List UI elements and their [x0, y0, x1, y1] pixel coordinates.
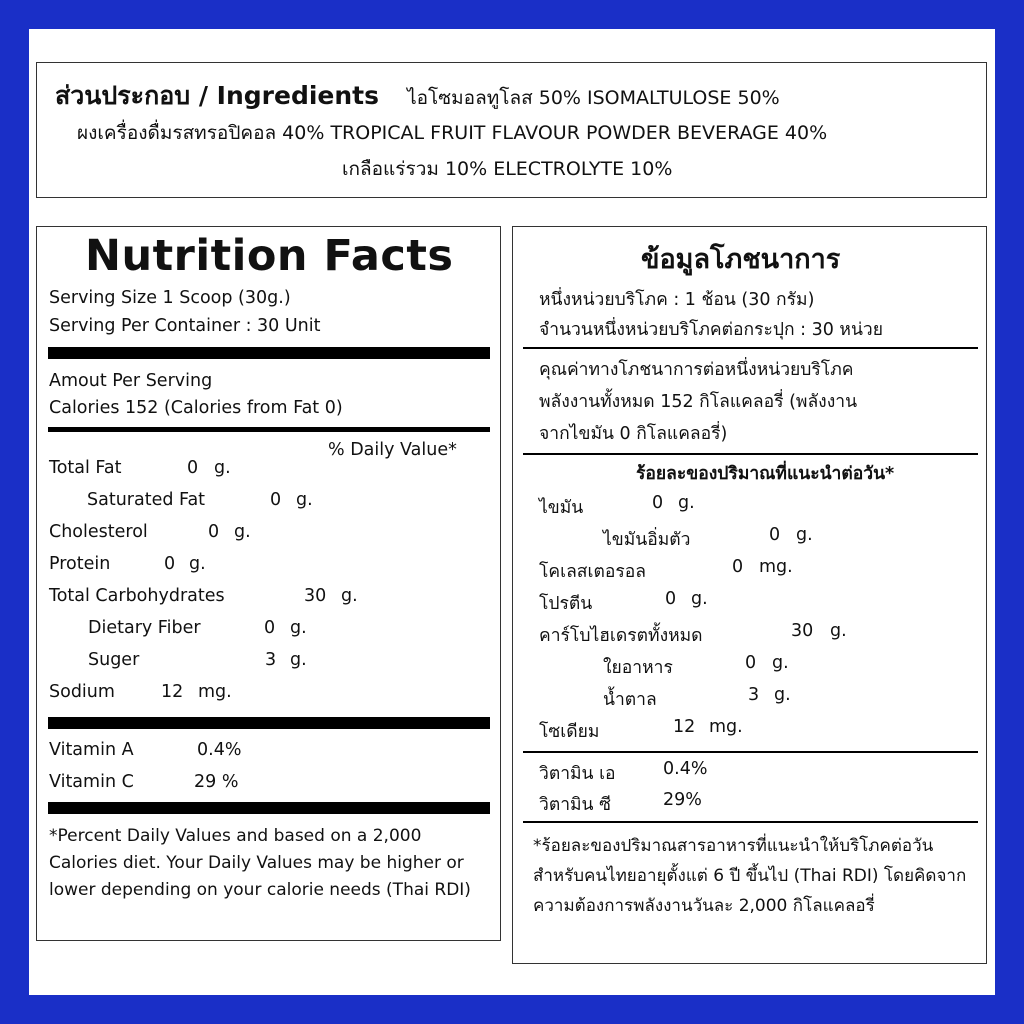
thai-vitamin-value: 0.4%: [663, 759, 708, 779]
medium-divider: [48, 427, 490, 432]
thai-nutrient-label: คาร์โบไฮเดรตทั้งหมด: [539, 626, 703, 646]
thai-per-serving-line-1: คุณค่าทางโภชนาการต่อหนึ่งหน่วยบริโภค: [539, 360, 854, 380]
vitamin-value: 29 %: [194, 772, 239, 792]
nutrient-value: 0: [208, 522, 220, 542]
thai-nutrient-value: 0: [665, 589, 677, 609]
thai-nutrient-value: 0: [745, 653, 757, 673]
serving-per-container: Serving Per Container : 30 Unit: [49, 316, 321, 336]
nutrient-value: 0: [270, 490, 282, 510]
nutrient-unit: g.: [189, 554, 206, 574]
thai-serving-per-container: จำนวนหนึ่งหน่วยบริโภคต่อกระปุก : 30 หน่วย: [539, 320, 884, 340]
nutrient-unit: g.: [341, 586, 358, 606]
thai-nutrient-label: ไขมันอิ่มตัว: [603, 530, 691, 550]
nutrient-label: Total Fat: [49, 458, 122, 478]
vitamin-label: Vitamin A: [49, 740, 134, 760]
thai-nutrient-unit: g.: [691, 589, 708, 609]
divider: [523, 347, 978, 349]
nutrient-label: Saturated Fat: [87, 490, 206, 510]
nutrient-label: Total Carbohydrates: [49, 586, 225, 606]
nutrient-unit: g.: [234, 522, 251, 542]
amount-per-serving: Amout Per Serving: [49, 371, 213, 391]
nutrient-unit: g.: [296, 490, 313, 510]
thai-vitamin-label: วิตามิน ซี: [539, 795, 611, 815]
ingredients-heading: ส่วนประกอบ / Ingredients: [55, 81, 379, 110]
thick-divider: [48, 717, 490, 729]
nutrient-label: Sodium: [49, 682, 115, 702]
ingredients-line-2: ผงเครื่องดื่มรสทรอปิคอล 40% TROPICAL FRUIT FLAVOUR POWDER BEVERAGE 40%: [77, 122, 828, 144]
thai-nutrient-unit: g.: [774, 685, 791, 705]
thai-nutrient-value: 12: [673, 717, 696, 737]
thai-nutrient-unit: mg.: [709, 717, 743, 737]
thai-nutrient-value: 3: [748, 685, 760, 705]
thai-vitamin-value: 29%: [663, 790, 702, 810]
thick-divider: [48, 347, 490, 359]
thai-nutrient-unit: g.: [830, 621, 847, 641]
daily-value-header: % Daily Value*: [328, 440, 457, 460]
thai-nutrient-label: ใยอาหาร: [603, 658, 673, 678]
nutrition-facts-panel: [36, 226, 501, 941]
nutrient-label: Cholesterol: [49, 522, 148, 542]
nutrient-value: 0: [164, 554, 176, 574]
nutrition-facts-title: Nutrition Facts: [85, 231, 454, 281]
ingredients-line-3: เกลือแร่รวม 10% ELECTROLYTE 10%: [342, 158, 673, 180]
nutrient-value: 3: [265, 650, 277, 670]
vitamin-label: Vitamin C: [49, 772, 134, 792]
thai-nutrient-value: 0: [769, 525, 781, 545]
thick-divider: [48, 802, 490, 814]
nutrient-unit: g.: [290, 618, 307, 638]
thai-daily-value-footnote: *ร้อยละของปริมาณสารอาหารที่แนะนำให้บริโภคต่อวันสำหรับคนไทยอายุตั้งแต่ 6 ปี ขึ้นไป (Thai RDI) โดยคิดจากความต้องการพลังงานวันละ 2,000 กิโลแคลอรี่: [533, 836, 967, 916]
nutrient-label: Dietary Fiber: [88, 618, 201, 638]
serving-size: Serving Size 1 Scoop (30g.): [49, 288, 291, 308]
divider: [523, 453, 978, 455]
thai-nutrient-value: 0: [732, 557, 744, 577]
ingredients-line-1: ไอโซมอลทูโลส 50% ISOMALTULOSE 50%: [407, 87, 780, 109]
thai-vitamin-label: วิตามิน เอ: [539, 764, 616, 784]
divider: [523, 821, 978, 823]
thai-daily-value-header: ร้อยละของปริมาณที่แนะนำต่อวัน*: [636, 464, 895, 484]
thai-nutrient-label: ไขมัน: [539, 498, 584, 518]
thai-nutrient-label: โซเดียม: [539, 722, 600, 742]
thai-nutrient-unit: g.: [796, 525, 813, 545]
thai-serving-size: หนึ่งหน่วยบริโภค : 1 ช้อน (30 กรัม): [539, 290, 815, 310]
nutrient-value: 0: [264, 618, 276, 638]
daily-value-footnote: *Percent Daily Values and based on a 2,000 Calories diet. Your Daily Values may be higher or lower depending on your calorie needs (Thai RDI): [49, 826, 471, 900]
thai-nutrition-title: ข้อมูลโภชนาการ: [641, 244, 841, 275]
thai-nutrient-value: 30: [791, 621, 814, 641]
nutrient-label: Suger: [88, 650, 140, 670]
nutrient-label: Protein: [49, 554, 111, 574]
nutrient-value: 0: [187, 458, 199, 478]
nutrient-value: 30: [304, 586, 327, 606]
ingredients-box: [36, 62, 987, 198]
thai-per-serving-line-2: พลังงานทั้งหมด 152 กิโลแคลอรี่ (พลังงาน: [539, 392, 858, 412]
nutrient-unit: g.: [214, 458, 231, 478]
vitamin-value: 0.4%: [197, 740, 242, 760]
thai-nutrient-label: โคเลสเตอรอล: [539, 562, 646, 582]
thai-nutrient-value: 0: [652, 493, 664, 513]
thai-per-serving-line-3: จากไขมัน 0 กิโลแคลอรี่): [539, 424, 728, 444]
nutrient-unit: mg.: [198, 682, 232, 702]
divider: [523, 751, 978, 753]
thai-nutrient-unit: mg.: [759, 557, 793, 577]
nutrient-value: 12: [161, 682, 184, 702]
nutrient-unit: g.: [290, 650, 307, 670]
thai-nutrient-label: โปรตีน: [539, 594, 593, 614]
thai-nutrient-unit: g.: [678, 493, 695, 513]
thai-nutrient-label: น้ำตาล: [603, 690, 657, 710]
thai-nutrition-panel: [512, 226, 987, 964]
thai-nutrient-unit: g.: [772, 653, 789, 673]
calories-line: Calories 152 (Calories from Fat 0): [49, 398, 343, 418]
